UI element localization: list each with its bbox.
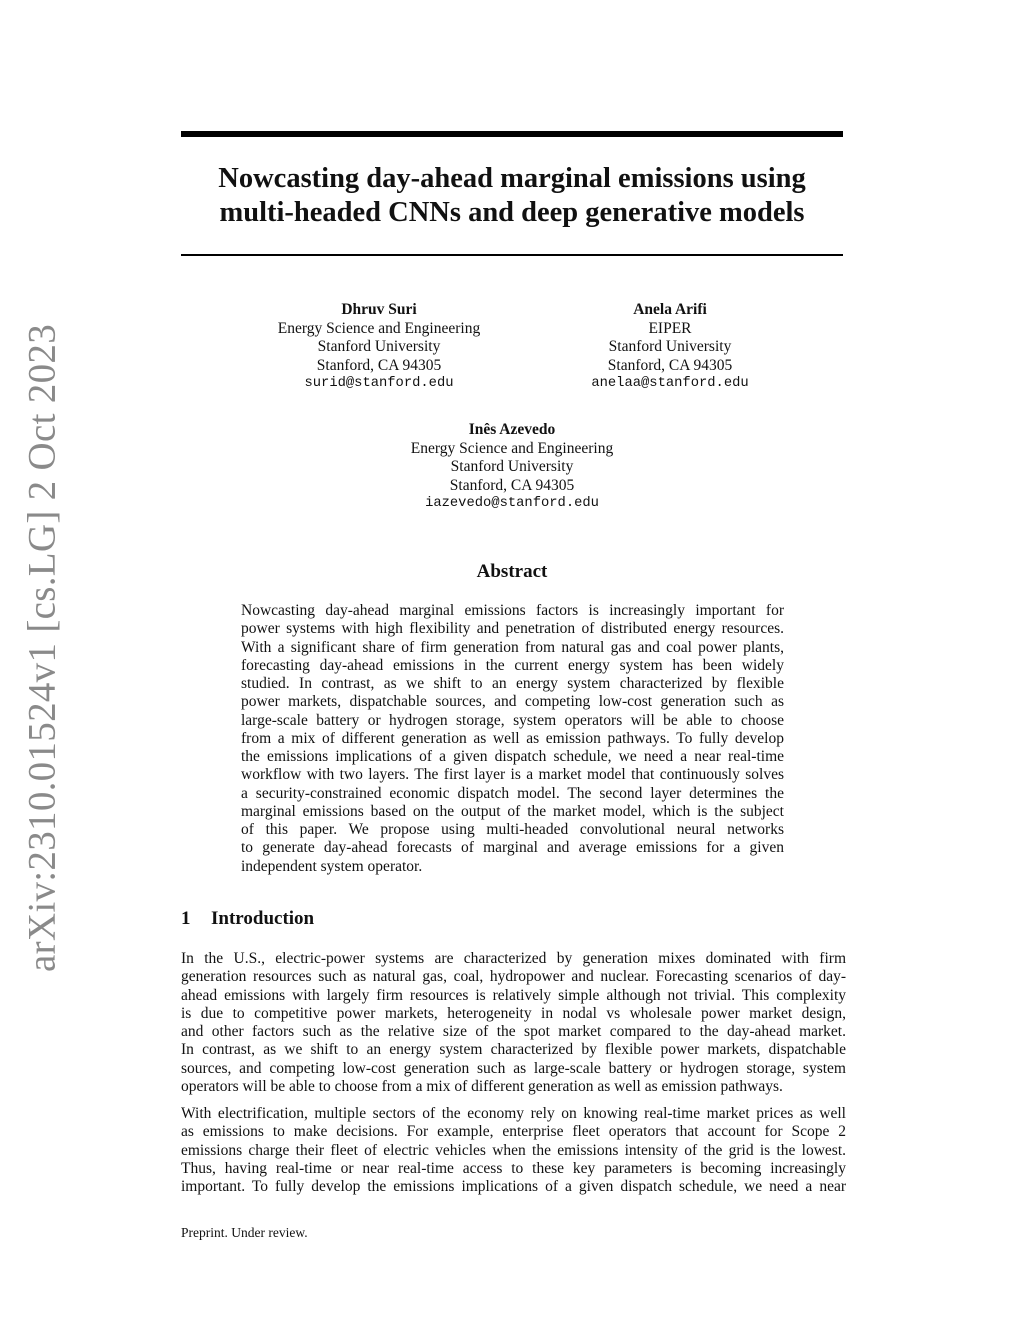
paragraph-line: Thus, having real-time or near real-time access to these key parameters is becoming increasingly: [181, 1159, 846, 1177]
intro-paragraph: [181, 1105, 846, 1196]
abstract-line: With a significant share of firm generation from natural gas and coal power plants,: [241, 638, 784, 656]
author-address: Stanford, CA 94305: [449, 476, 575, 494]
abstract-line: power systems with high flexibility and penetration of distributed energy resources.: [241, 620, 784, 638]
abstract-line: Nowcasting day-ahead marginal emissions factors is increasingly important for: [241, 602, 784, 619]
author-name: Inês Azevedo: [468, 421, 556, 438]
preprint-footnote: Preprint. Under review.: [181, 1225, 308, 1240]
paragraph-line: In the U.S., electric-power systems are characterized by generation mixes dominated with firm: [181, 950, 846, 967]
abstract-line: marginal emissions based on the output of the market model, which is the subject: [241, 802, 784, 820]
author-address: Stanford, CA 94305: [607, 356, 733, 374]
section-title: Introduction: [211, 908, 315, 929]
author-university: Stanford University: [450, 458, 574, 475]
intro-paragraph: [181, 950, 846, 1096]
author-email[interactable]: surid@stanford.edu: [304, 376, 454, 391]
abstract-line: a security-constrained economic dispatch model. The second layer determines the: [241, 784, 784, 802]
author-block: [520, 301, 820, 394]
arxiv-identifier: arXiv:2310.01524v1 [cs.LG] 2 Oct 2023: [20, 324, 64, 972]
author-university: Stanford University: [608, 338, 732, 355]
paragraph-line: generation resources such as natural gas, coal, hydropower and nuclear. Forecasting scenarios of day-: [181, 968, 846, 986]
abstract-line: forecasting day-ahead emissions in the current energy system has been widely: [241, 656, 784, 674]
author-address: Stanford, CA 94305: [316, 356, 442, 374]
abstract-line: studied. In contrast, as we shift to an energy system characterized by flexible: [241, 675, 784, 692]
author-department: Energy Science and Engineering: [410, 439, 614, 457]
author-name: Anela Arifi: [633, 301, 707, 318]
abstract-line: of this paper. We propose using multi-headed convolutional neural networks: [241, 821, 784, 838]
abstract-line: power markets, dispatchable sources, and competing low-cost generation such as: [241, 693, 784, 711]
paragraph-line: In contrast, as we shift to an energy system characterized by flexible power markets, dispatchable: [181, 1041, 846, 1059]
abstract-line: from a mix of different generation as well as emission pathways. To fully develop: [241, 729, 784, 747]
author-department: EIPER: [648, 319, 692, 337]
abstract-line: independent system operator.: [241, 857, 423, 875]
paragraph-line: ahead emissions with largely firm resources is relatively simple although not trivial. This complexity: [181, 986, 846, 1004]
paragraph-line: and other factors such as the relative size of the spot market compared to the day-ahead market.: [181, 1023, 846, 1040]
title-line: Nowcasting day-ahead marginal emissions using: [218, 163, 806, 194]
abstract-body: [241, 602, 784, 876]
paragraph-line: emissions charge their fleet of electric vehicles when the emissions intensity of the grid is the lowest.: [181, 1141, 846, 1159]
abstract-line: to generate day-ahead forecasts of marginal and average emissions for a given: [241, 839, 784, 857]
abstract-heading: Abstract: [476, 561, 548, 582]
abstract-line: workflow with two layers. The first layer is a market model that continuously solves: [241, 766, 784, 784]
author-name: Dhruv Suri: [341, 301, 417, 318]
section-heading: [181, 908, 314, 930]
paragraph-line: is due to competitive power markets, heterogeneity in nodal vs wholesale power market design,: [181, 1004, 846, 1022]
paragraph-line: important. To fully develop the emissions implications of a given dispatch schedule, we need a near: [181, 1178, 846, 1195]
author-email[interactable]: anelaa@stanford.edu: [591, 376, 749, 391]
author-block: [229, 301, 529, 394]
author-university: Stanford University: [317, 338, 441, 355]
title-rule-bottom: [181, 254, 843, 256]
abstract-line: large-scale battery or hydrogen storage, system operators will be able to choose: [241, 711, 784, 729]
paragraph-line: With electrification, multiple sectors of the economy rely on knowing real-time market prices as well: [181, 1105, 846, 1122]
abstract-line: the emissions implications of a given dispatch schedule, we need a near real-time: [241, 748, 784, 765]
author-block: [362, 421, 662, 514]
paragraph-line: sources, and competing low-cost generation such as large-scale battery or hydrogen storage, system: [181, 1059, 846, 1077]
paper-title: [181, 162, 843, 230]
paragraph-line: operators will be able to choose from a mix of different generation as well as emission pathways.: [181, 1077, 783, 1095]
section-number: 1: [181, 908, 191, 929]
title-line: multi-headed CNNs and deep generative models: [219, 197, 805, 228]
title-rule-top: [181, 131, 843, 137]
author-email[interactable]: iazevedo@stanford.edu: [425, 496, 599, 511]
author-department: Energy Science and Engineering: [277, 319, 481, 337]
paragraph-line: as emissions to make decisions. For example, enterprise fleet operators that account for Scope 2: [181, 1123, 846, 1141]
